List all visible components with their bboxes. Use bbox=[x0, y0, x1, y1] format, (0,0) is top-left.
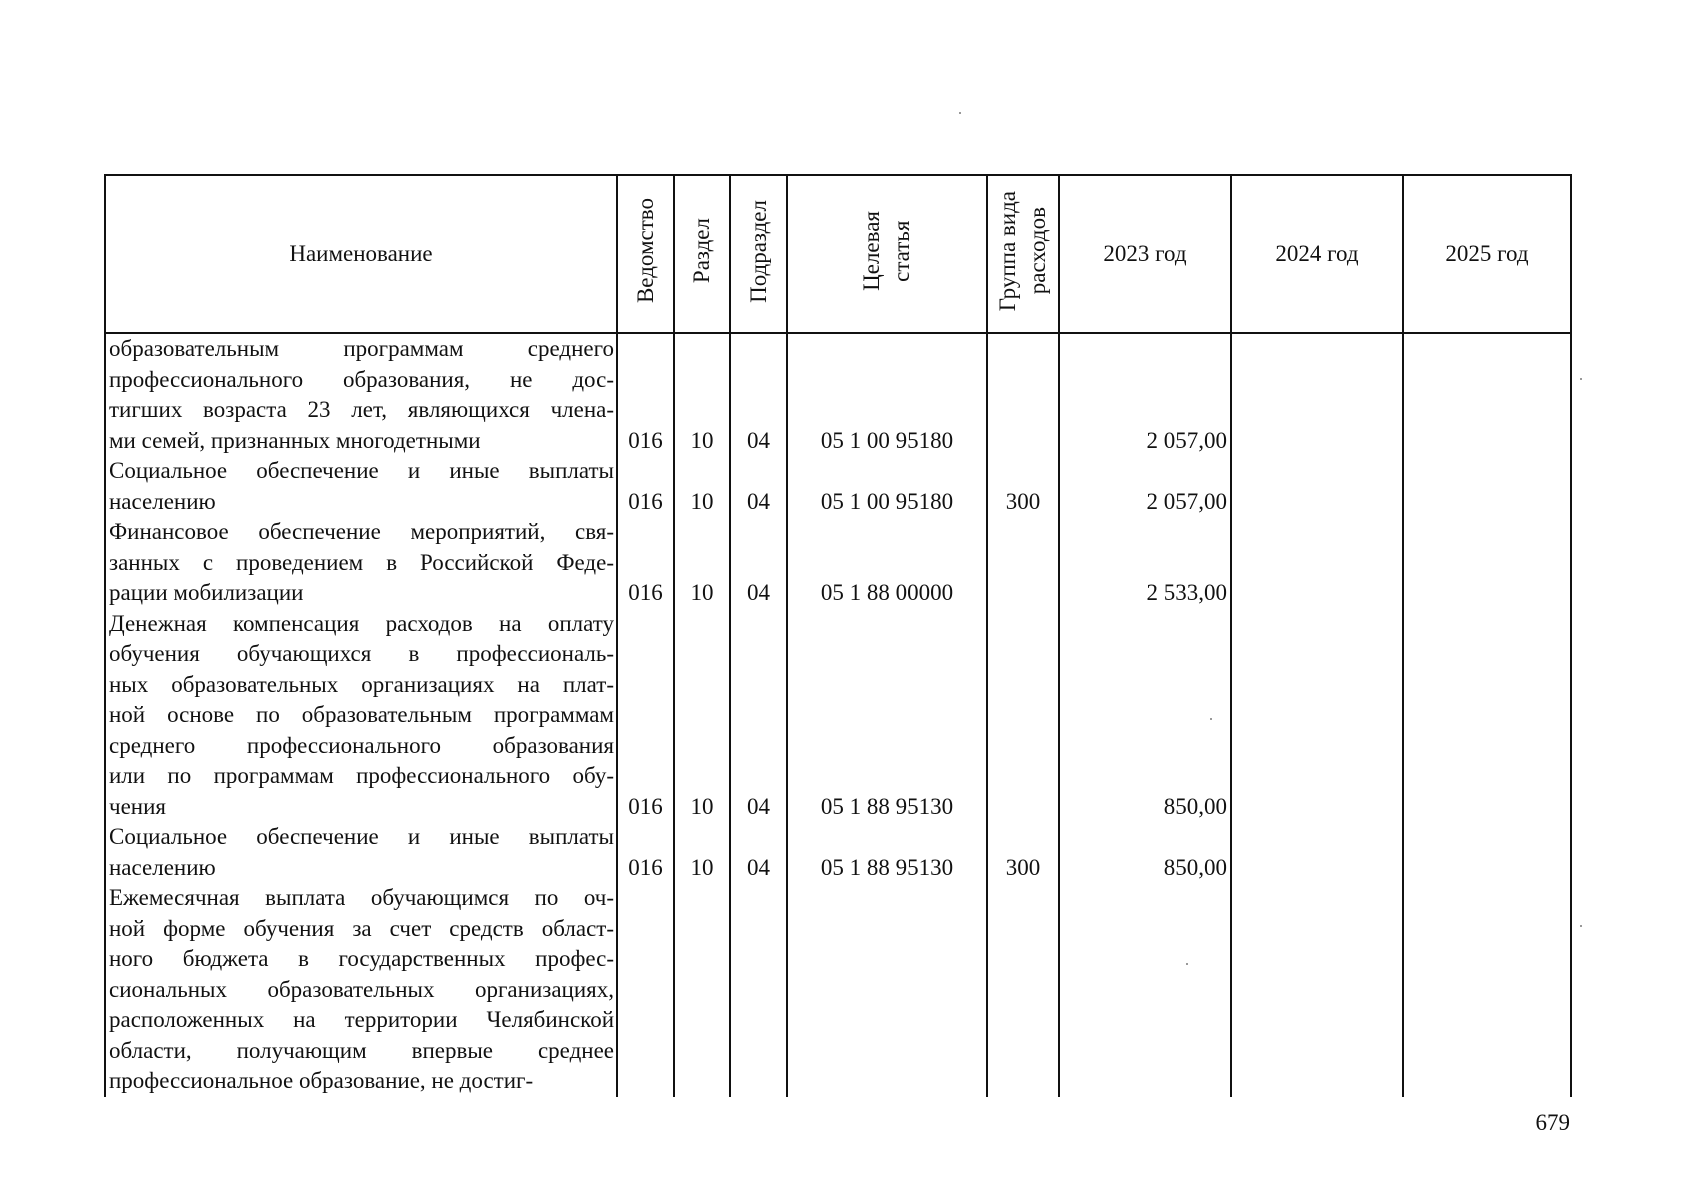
table-row bbox=[105, 609, 1571, 823]
header-year-2025 bbox=[1403, 175, 1571, 333]
name-line: или по программам профессионального обу- bbox=[109, 763, 614, 788]
name-line: профессиональное образование, не достиг- bbox=[109, 1068, 534, 1093]
cell-year-2025 bbox=[1403, 456, 1571, 517]
name-line: сиональных образовательных организациях, bbox=[109, 976, 614, 1002]
cell-year-2025 bbox=[1403, 609, 1571, 823]
cell-year-2023: 2 057,00 bbox=[1059, 456, 1231, 517]
header-department bbox=[617, 175, 674, 333]
table-row bbox=[105, 517, 1571, 609]
cell-year-2025 bbox=[1403, 822, 1571, 883]
cell-section: 10 bbox=[674, 333, 730, 456]
name-line: занных с проведением в Российской Феде- bbox=[109, 549, 614, 575]
header-subsection-label: Подраздел bbox=[745, 199, 771, 303]
header-name-label: Наименование bbox=[289, 241, 433, 266]
header-section-label: Раздел bbox=[689, 218, 714, 284]
name-line: чения bbox=[109, 793, 166, 819]
page-number: 679 bbox=[1535, 1110, 1570, 1135]
name-line: рации мобилизации bbox=[109, 580, 304, 605]
name-line: Финансовое обеспечение мероприятий, свя- bbox=[109, 519, 614, 544]
header-target-item-line1: Целевая bbox=[859, 211, 884, 291]
header-expense-group-line1: Группа вида bbox=[995, 190, 1020, 312]
name-line: ных образовательных организациях на плат- bbox=[109, 671, 614, 697]
cell-year-2023: 2 533,00 bbox=[1059, 517, 1231, 609]
header-expense-group-label bbox=[993, 191, 1053, 311]
cell-year-2024 bbox=[1231, 456, 1403, 517]
name-line: Ежемесячная выплата обучающимся по оч- bbox=[109, 885, 614, 910]
cell-name bbox=[105, 456, 617, 517]
header-year-2024 bbox=[1231, 175, 1403, 333]
scan-speck bbox=[959, 112, 961, 114]
cell-name bbox=[105, 609, 617, 823]
header-subsection bbox=[730, 175, 787, 333]
cell-year-2023: 850,00 bbox=[1059, 822, 1231, 883]
header-target-item-label bbox=[857, 211, 917, 291]
header-year-2024-label: 2024 год bbox=[1275, 241, 1359, 266]
budget-table bbox=[104, 174, 1572, 1097]
cell-department: 016 bbox=[617, 822, 674, 883]
header-target-item bbox=[787, 175, 987, 333]
name-line: ной форме обучения за счет средств област- bbox=[109, 915, 614, 941]
table-row bbox=[105, 822, 1571, 883]
cell-expense-group bbox=[987, 333, 1059, 456]
cell-department: 016 bbox=[617, 456, 674, 517]
header-year-2023 bbox=[1059, 175, 1231, 333]
header-year-2025-label: 2025 год bbox=[1445, 241, 1529, 266]
cell-year-2024 bbox=[1231, 517, 1403, 609]
name-line: ной основе по образовательным программам bbox=[109, 702, 614, 727]
name-line: обучения обучающихся в профессиональ- bbox=[109, 641, 614, 666]
scan-speck bbox=[1210, 718, 1212, 720]
cell-department: 016 bbox=[617, 609, 674, 823]
cell-expense-group: 300 bbox=[987, 822, 1059, 883]
cell-year-2023: 2 057,00 bbox=[1059, 333, 1231, 456]
cell-name bbox=[105, 517, 617, 609]
cell-target-item: 05 1 00 95180 bbox=[787, 456, 987, 517]
cell-year-2023 bbox=[1059, 883, 1231, 1097]
name-line: среднего профессионального образования bbox=[109, 732, 614, 758]
cell-year-2025 bbox=[1403, 883, 1571, 1097]
header-section bbox=[674, 175, 730, 333]
cell-subsection: 04 bbox=[730, 609, 787, 823]
cell-name bbox=[105, 822, 617, 883]
name-line: населению bbox=[109, 488, 216, 514]
cell-name bbox=[105, 883, 617, 1097]
cell-section: 10 bbox=[674, 517, 730, 609]
cell-department: 016 bbox=[617, 333, 674, 456]
cell-subsection: 04 bbox=[730, 517, 787, 609]
scan-speck bbox=[1186, 963, 1188, 965]
name-line: Социальное обеспечение и иные выплаты bbox=[109, 458, 614, 483]
scan-speck bbox=[1580, 378, 1582, 380]
name-line: расположенных на территории Челябинской bbox=[109, 1007, 614, 1032]
cell-target-item: 05 1 00 95180 bbox=[787, 333, 987, 456]
name-line: Денежная компенсация расходов на оплату bbox=[109, 610, 614, 636]
cell-year-2024 bbox=[1231, 609, 1403, 823]
name-line: области, получающим впервые среднее bbox=[109, 1037, 614, 1063]
cell-expense-group bbox=[987, 883, 1059, 1097]
cell-subsection: 04 bbox=[730, 456, 787, 517]
header-expense-group bbox=[987, 175, 1059, 333]
cell-department: 016 bbox=[617, 517, 674, 609]
cell-section: 10 bbox=[674, 456, 730, 517]
cell-target-item: 05 1 88 95130 bbox=[787, 822, 987, 883]
header-target-item-line2: статья bbox=[889, 220, 914, 282]
cell-year-2025 bbox=[1403, 517, 1571, 609]
cell-subsection bbox=[730, 883, 787, 1097]
scan-speck bbox=[1580, 925, 1582, 927]
name-line: профессионального образования, не дос- bbox=[109, 366, 614, 392]
table-header-row bbox=[105, 175, 1571, 333]
cell-expense-group bbox=[987, 609, 1059, 823]
cell-target-item: 05 1 88 00000 bbox=[787, 517, 987, 609]
cell-year-2024 bbox=[1231, 883, 1403, 1097]
name-line: ного бюджета в государственных профес- bbox=[109, 946, 614, 971]
table-row bbox=[105, 456, 1571, 517]
cell-subsection: 04 bbox=[730, 333, 787, 456]
header-expense-group-line2: расходов bbox=[1025, 207, 1050, 295]
cell-target-item: 05 1 88 95130 bbox=[787, 609, 987, 823]
name-line: тигших возраста 23 лет, являющихся члена- bbox=[109, 397, 614, 422]
cell-year-2023: 850,00 bbox=[1059, 609, 1231, 823]
table-row bbox=[105, 883, 1571, 1097]
cell-subsection: 04 bbox=[730, 822, 787, 883]
cell-section: 10 bbox=[674, 609, 730, 823]
table-row bbox=[105, 333, 1571, 456]
cell-target-item bbox=[787, 883, 987, 1097]
cell-name bbox=[105, 333, 617, 456]
cell-year-2024 bbox=[1231, 333, 1403, 456]
name-line: ми семей, признанных многодетными bbox=[109, 427, 481, 453]
cell-section: 10 bbox=[674, 822, 730, 883]
name-line: населению bbox=[109, 854, 216, 880]
header-name bbox=[105, 175, 617, 333]
cell-section bbox=[674, 883, 730, 1097]
cell-expense-group bbox=[987, 517, 1059, 609]
header-department-label: Ведомство bbox=[632, 198, 658, 304]
cell-expense-group: 300 bbox=[987, 456, 1059, 517]
cell-year-2025 bbox=[1403, 333, 1571, 456]
header-year-2023-label: 2023 год bbox=[1103, 241, 1187, 266]
cell-year-2024 bbox=[1231, 822, 1403, 883]
name-line: образовательным программам среднего bbox=[109, 336, 614, 361]
cell-department bbox=[617, 883, 674, 1097]
table-body bbox=[105, 333, 1571, 1097]
name-line: Социальное обеспечение и иные выплаты bbox=[109, 824, 614, 849]
